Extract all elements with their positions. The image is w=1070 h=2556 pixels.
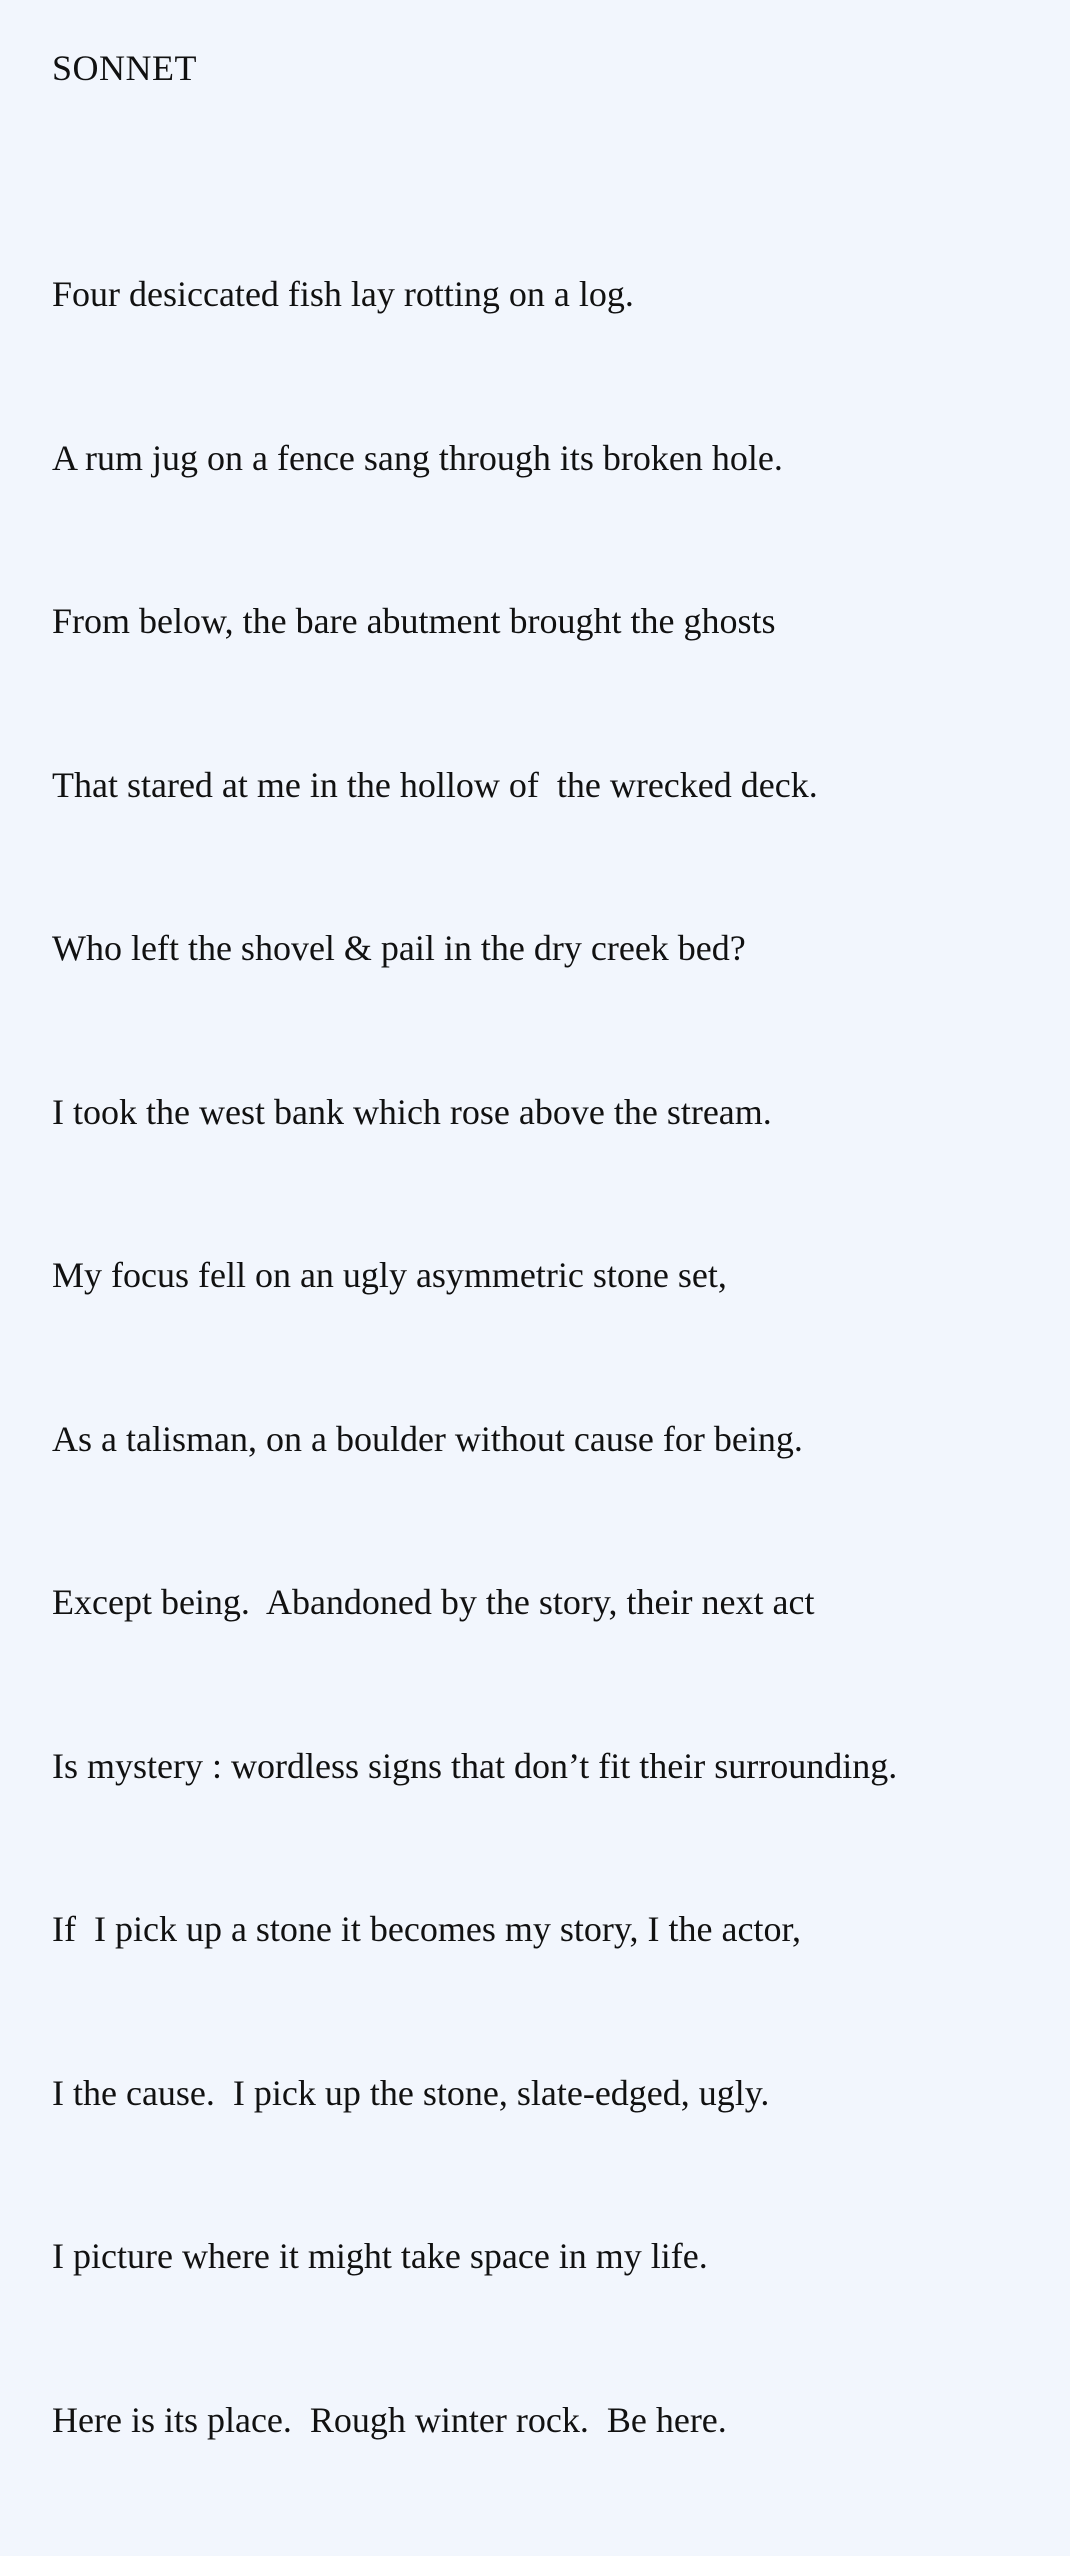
poem-line: Here is its place. Rough winter rock. Be here. [52,2399,727,2440]
poem-line: Who left the shovel & pail in the dry creek bed? [52,928,746,968]
poem-line: As a talisman, on a boulder without cause for being. [52,1418,803,1459]
poem-line: That stared at me in the hollow of the wrecked deck. [52,764,818,805]
poem-line: From below, the bare abutment brought the ghosts [52,601,776,641]
poem-line: A rum jug on a fence sang through its broken hole. [52,437,783,478]
poem-line: My focus fell on an ugly asymmetric stone set, [52,1255,727,1295]
poem-title: SONNET [52,48,197,88]
poem-line: Except being. Abandoned by the story, their next act [52,1582,815,1622]
poem-line: Four desiccated fish lay rotting on a log. [52,274,634,314]
poem-line: I the cause. I pick up the stone, slate-edged, ugly. [52,2072,770,2113]
poem-line: Is mystery : wordless signs that don’t fit their surrounding. [52,1745,898,1786]
poem-page [52,48,1052,2556]
poem-line: I took the west bank which rose above the stream. [52,1091,772,1132]
poem-body [52,158,1052,2556]
poem-line: If I pick up a stone it becomes my story, I the actor, [52,1909,802,1949]
poem-line: I picture where it might take space in my life. [52,2236,708,2276]
